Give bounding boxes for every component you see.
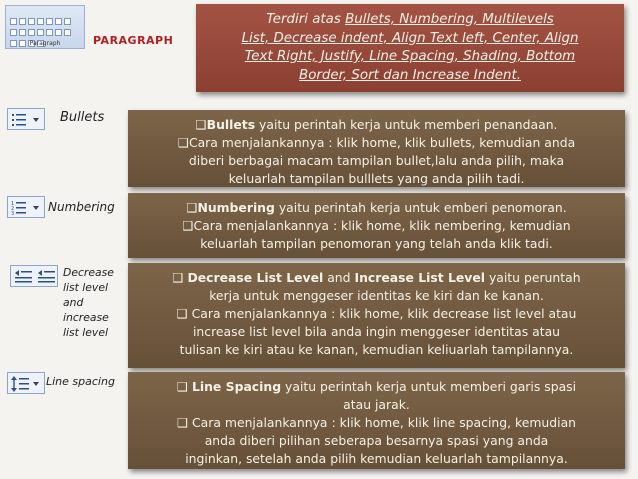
title-line-4: Border, Sort dan Increase Indent. [299, 67, 521, 83]
decrease-line-5: tulisan ke kiri atau ke kanan, kemudian keliuarlah tampilannya. [179, 342, 574, 357]
label-decrease-increase: Decrease list level and increase list level [63, 266, 114, 339]
label-line-spacing: Line spacing [46, 375, 115, 388]
term-increase-list-level: Increase List Level [354, 270, 485, 285]
numbering-icon [7, 196, 45, 218]
title-line-1-prefix: Terdiri atas [266, 12, 346, 27]
svg-text:2: 2 [11, 206, 15, 212]
decrease-line-3-text: Cara menjalankannya : klik home, klik decrease list level atau [191, 306, 577, 321]
bullets-line-1-text: yaitu perintah kerja untuk memberi penandaan. [255, 117, 558, 132]
bullets-line-4: keluarlah tampilan bulllets yang anda pilih tadi. [228, 171, 525, 186]
numbering-line-2 [134, 217, 619, 235]
term-line-spacing: Line Spacing [191, 379, 282, 394]
svg-text:1: 1 [11, 201, 15, 207]
bullets-line-2-text: Cara menjalankannya : klik home, klik bullets, kemudian anda [188, 135, 576, 150]
spacing-line-5: inginkan, setelah anda pilih kemudian keluarlah tampilannya. [185, 451, 568, 466]
paragraph-ribbon-thumbnail [5, 5, 85, 49]
spacing-line-3 [134, 414, 619, 432]
indent-icon [10, 265, 58, 287]
numbering-line-1-text: yaitu perintah kerja untuk emberi penomoran. [274, 200, 567, 215]
spacing-line-4: anda diberi pilihan seberapa besarnya spasi yang anda [204, 433, 549, 448]
bullets-line-2 [134, 134, 619, 152]
decrease-line-3 [134, 305, 619, 323]
bullets-line-3: diberi berbagai macam tampilan bullet,lalu anda pilih, maka [188, 153, 565, 168]
bullets-panel [128, 110, 625, 187]
bullet-mark: ❑ [186, 200, 198, 215]
numbering-line-3: keluarlah tampilan penomoran yang telah anda klik tadi. [200, 236, 553, 251]
bullet-mark: ❑ [176, 306, 192, 321]
label-numbering: Numbering [48, 200, 115, 214]
bullet-mark: ❑ [176, 415, 192, 430]
numbering-line-2-text: Cara menjalankannya : klik home, klik nembering, kemudian [193, 218, 571, 233]
term-decrease-list-level: Decrease List Level [187, 270, 324, 285]
paragraph-label: PARAGRAPH [93, 34, 174, 47]
title-line-2: List, Decrease indent, Align Text left, Center, Align [241, 30, 579, 46]
bullets-icon [7, 108, 45, 130]
decrease-line-1-text: yaitu peruntah [485, 270, 581, 285]
decrease-line-2: kerja untuk menggeser identitas ke kiri dan ke kanan. [209, 288, 544, 303]
spacing-line-3-text: Cara menjalankannya : klik home, klik line spacing, kemudian [192, 415, 577, 430]
decrease-line-1 [134, 269, 619, 287]
svg-text:3: 3 [11, 211, 15, 216]
spacing-line-2: atau jarak. [343, 397, 410, 412]
line-spacing-panel [128, 372, 625, 469]
term-bullets: Bullets [206, 117, 256, 132]
decrease-line-4: increase list level bila anda ingin menggeser identitas atau [192, 324, 561, 339]
decrease-line-1-and: and [323, 270, 355, 285]
ribbon-row-1 [10, 10, 82, 19]
bullet-mark: ❑ [177, 135, 189, 150]
bullets-line-1 [134, 116, 619, 134]
ribbon-caption: Paragraph [29, 40, 61, 47]
title-line-1-emph: Bullets, Numbering, Multilevels [345, 12, 554, 27]
term-numbering: Numbering [197, 200, 275, 215]
bullet-mark: ❑ [172, 270, 188, 285]
numbering-line-1 [134, 199, 619, 217]
bullet-mark: ❑ [176, 379, 192, 394]
label-bullets: Bullets [60, 110, 105, 125]
bullet-mark: ❑ [195, 117, 207, 132]
decrease-increase-panel [128, 263, 625, 368]
title-line-1 [196, 11, 624, 30]
line-spacing-icon [7, 372, 45, 394]
title-line-3: Text Right, Justify, Line Spacing, Shading, Bottom [244, 49, 576, 64]
bullet-mark: ❑ [182, 218, 194, 233]
ribbon-row-2 [10, 21, 82, 30]
numbering-panel [128, 193, 625, 258]
title-panel [196, 4, 624, 92]
spacing-line-1 [134, 378, 619, 396]
spacing-line-1-text: yaitu perintah kerja untuk memberi garis spasi [281, 379, 577, 394]
